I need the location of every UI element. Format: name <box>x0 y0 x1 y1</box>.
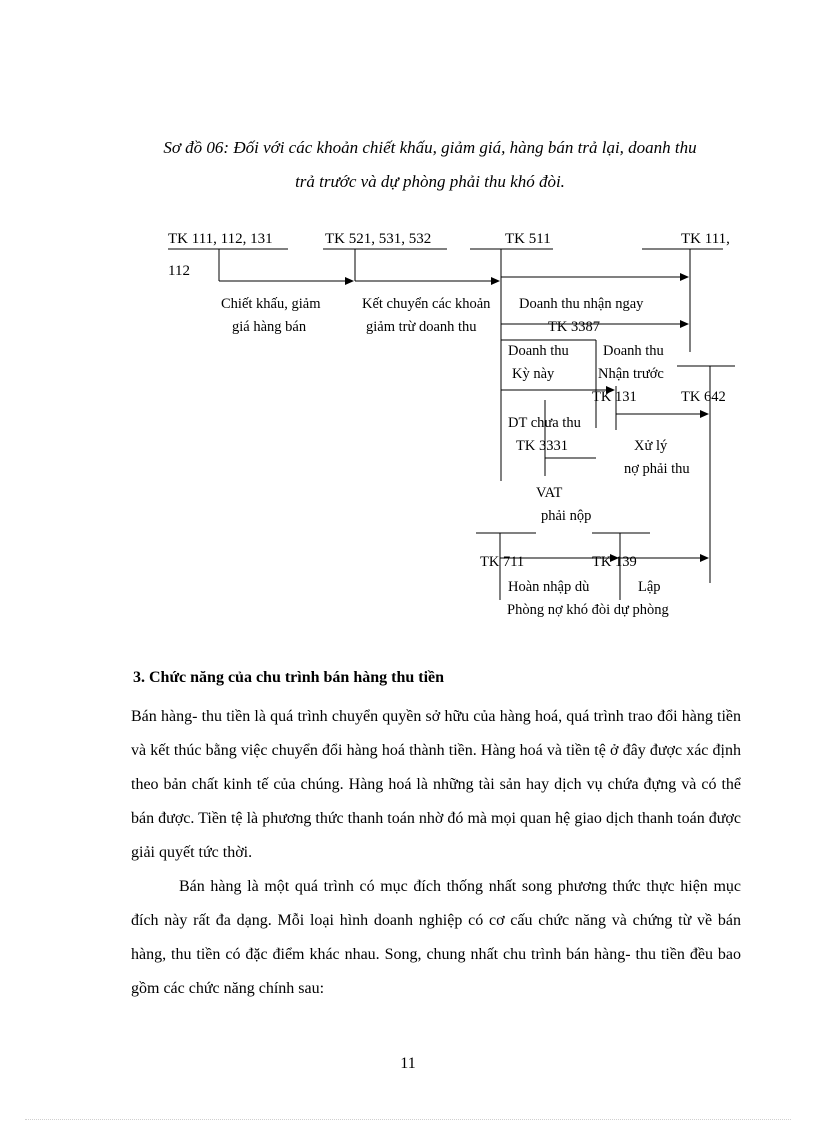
page-number: 11 <box>400 1055 416 1072</box>
label-dt-ky-nay-1: Doanh thu <box>508 343 569 359</box>
label-hoan-nhap: Hoàn nhập dù <box>508 579 590 595</box>
account-tk511: TK 511 <box>505 231 551 247</box>
label-dt-chua-thu: DT chưa thu <box>508 415 581 431</box>
figure-caption-line-2: trả trước và dự phòng phải thu khó đòi. <box>295 172 565 191</box>
label-dt-nhan-truoc-1: Doanh thu <box>603 343 664 359</box>
page-bottom-divider <box>25 1119 791 1120</box>
paragraph-2: Bán hàng là một quá trình có mục đích thống nhất song phương thức thực hiện mục đích này rất đa dạng. Mỗi loại hình doanh nghiệp có cơ cấu chức năng và chứng từ về bán hàng, thu tiền có đặc điểm khác nhau. Song, chung nhất chu trình bán hàng- thu tiền đều bao gồm các chức năng chính sau: <box>131 878 741 997</box>
label-vat-2: phải nộp <box>541 508 592 524</box>
account-tk642: TK 642 <box>681 389 726 405</box>
section-heading: 3. Chức năng của chu trình bán hàng thu tiền <box>133 669 445 686</box>
account-tk521-531-532: TK 521, 531, 532 <box>325 231 432 247</box>
label-lap: Lập <box>638 579 661 595</box>
paragraph-1: Bán hàng- thu tiền là quá trình chuyển quyền sở hữu của hàng hoá, quá trình trao đổi hàng tiền và kết thúc bằng việc chuyển đổi hàng hoá thành tiền. Hàng hoá và tiền tệ ở đây được xác định theo bản chất kinh tế của chúng. Hàng hoá là những tài sản hay dịch vụ chứa đựng và có thể bán được. Tiền tệ là phương thức thanh toán nhờ đó mà mọi quan hệ giao dịch thanh toán được giải quyết tức thời. <box>131 708 741 861</box>
label-chiet-khau-2: giá hàng bán <box>232 319 307 335</box>
account-tk112-continued: 112 <box>168 263 190 279</box>
label-phong-no: Phòng nợ khó đòi dự phòng <box>507 602 669 618</box>
figure-caption-line-1: Sơ đồ 06: Đối với các khoản chiết khấu, giảm giá, hàng bán trả lại, doanh thu <box>163 138 697 157</box>
account-tk139: TK 139 <box>592 554 637 570</box>
label-ket-chuyen-2: giảm trừ doanh thu <box>366 319 477 335</box>
account-tk711: TK 711 <box>480 554 525 570</box>
label-vat-1: VAT <box>536 485 563 501</box>
account-tk3387: TK 3387 <box>548 319 600 335</box>
account-tk3331: TK 3331 <box>516 438 568 454</box>
label-xu-ly-2: nợ phải thu <box>624 461 690 477</box>
label-ket-chuyen-1: Kết chuyển các khoản <box>362 296 491 312</box>
account-tk131: TK 131 <box>592 389 637 405</box>
account-tk111-right: TK 111, <box>681 231 730 247</box>
label-dt-nhan-truoc-2: Nhận trước <box>598 366 664 382</box>
account-tk111-112-131: TK 111, 112, 131 <box>168 231 273 247</box>
label-chiet-khau-1: Chiết khấu, giảm <box>221 296 321 312</box>
label-doanh-thu-nhan-ngay: Doanh thu nhận ngay <box>519 296 644 312</box>
label-xu-ly-1: Xử lý <box>634 438 668 454</box>
label-dt-ky-nay-2: Kỳ này <box>512 366 555 382</box>
